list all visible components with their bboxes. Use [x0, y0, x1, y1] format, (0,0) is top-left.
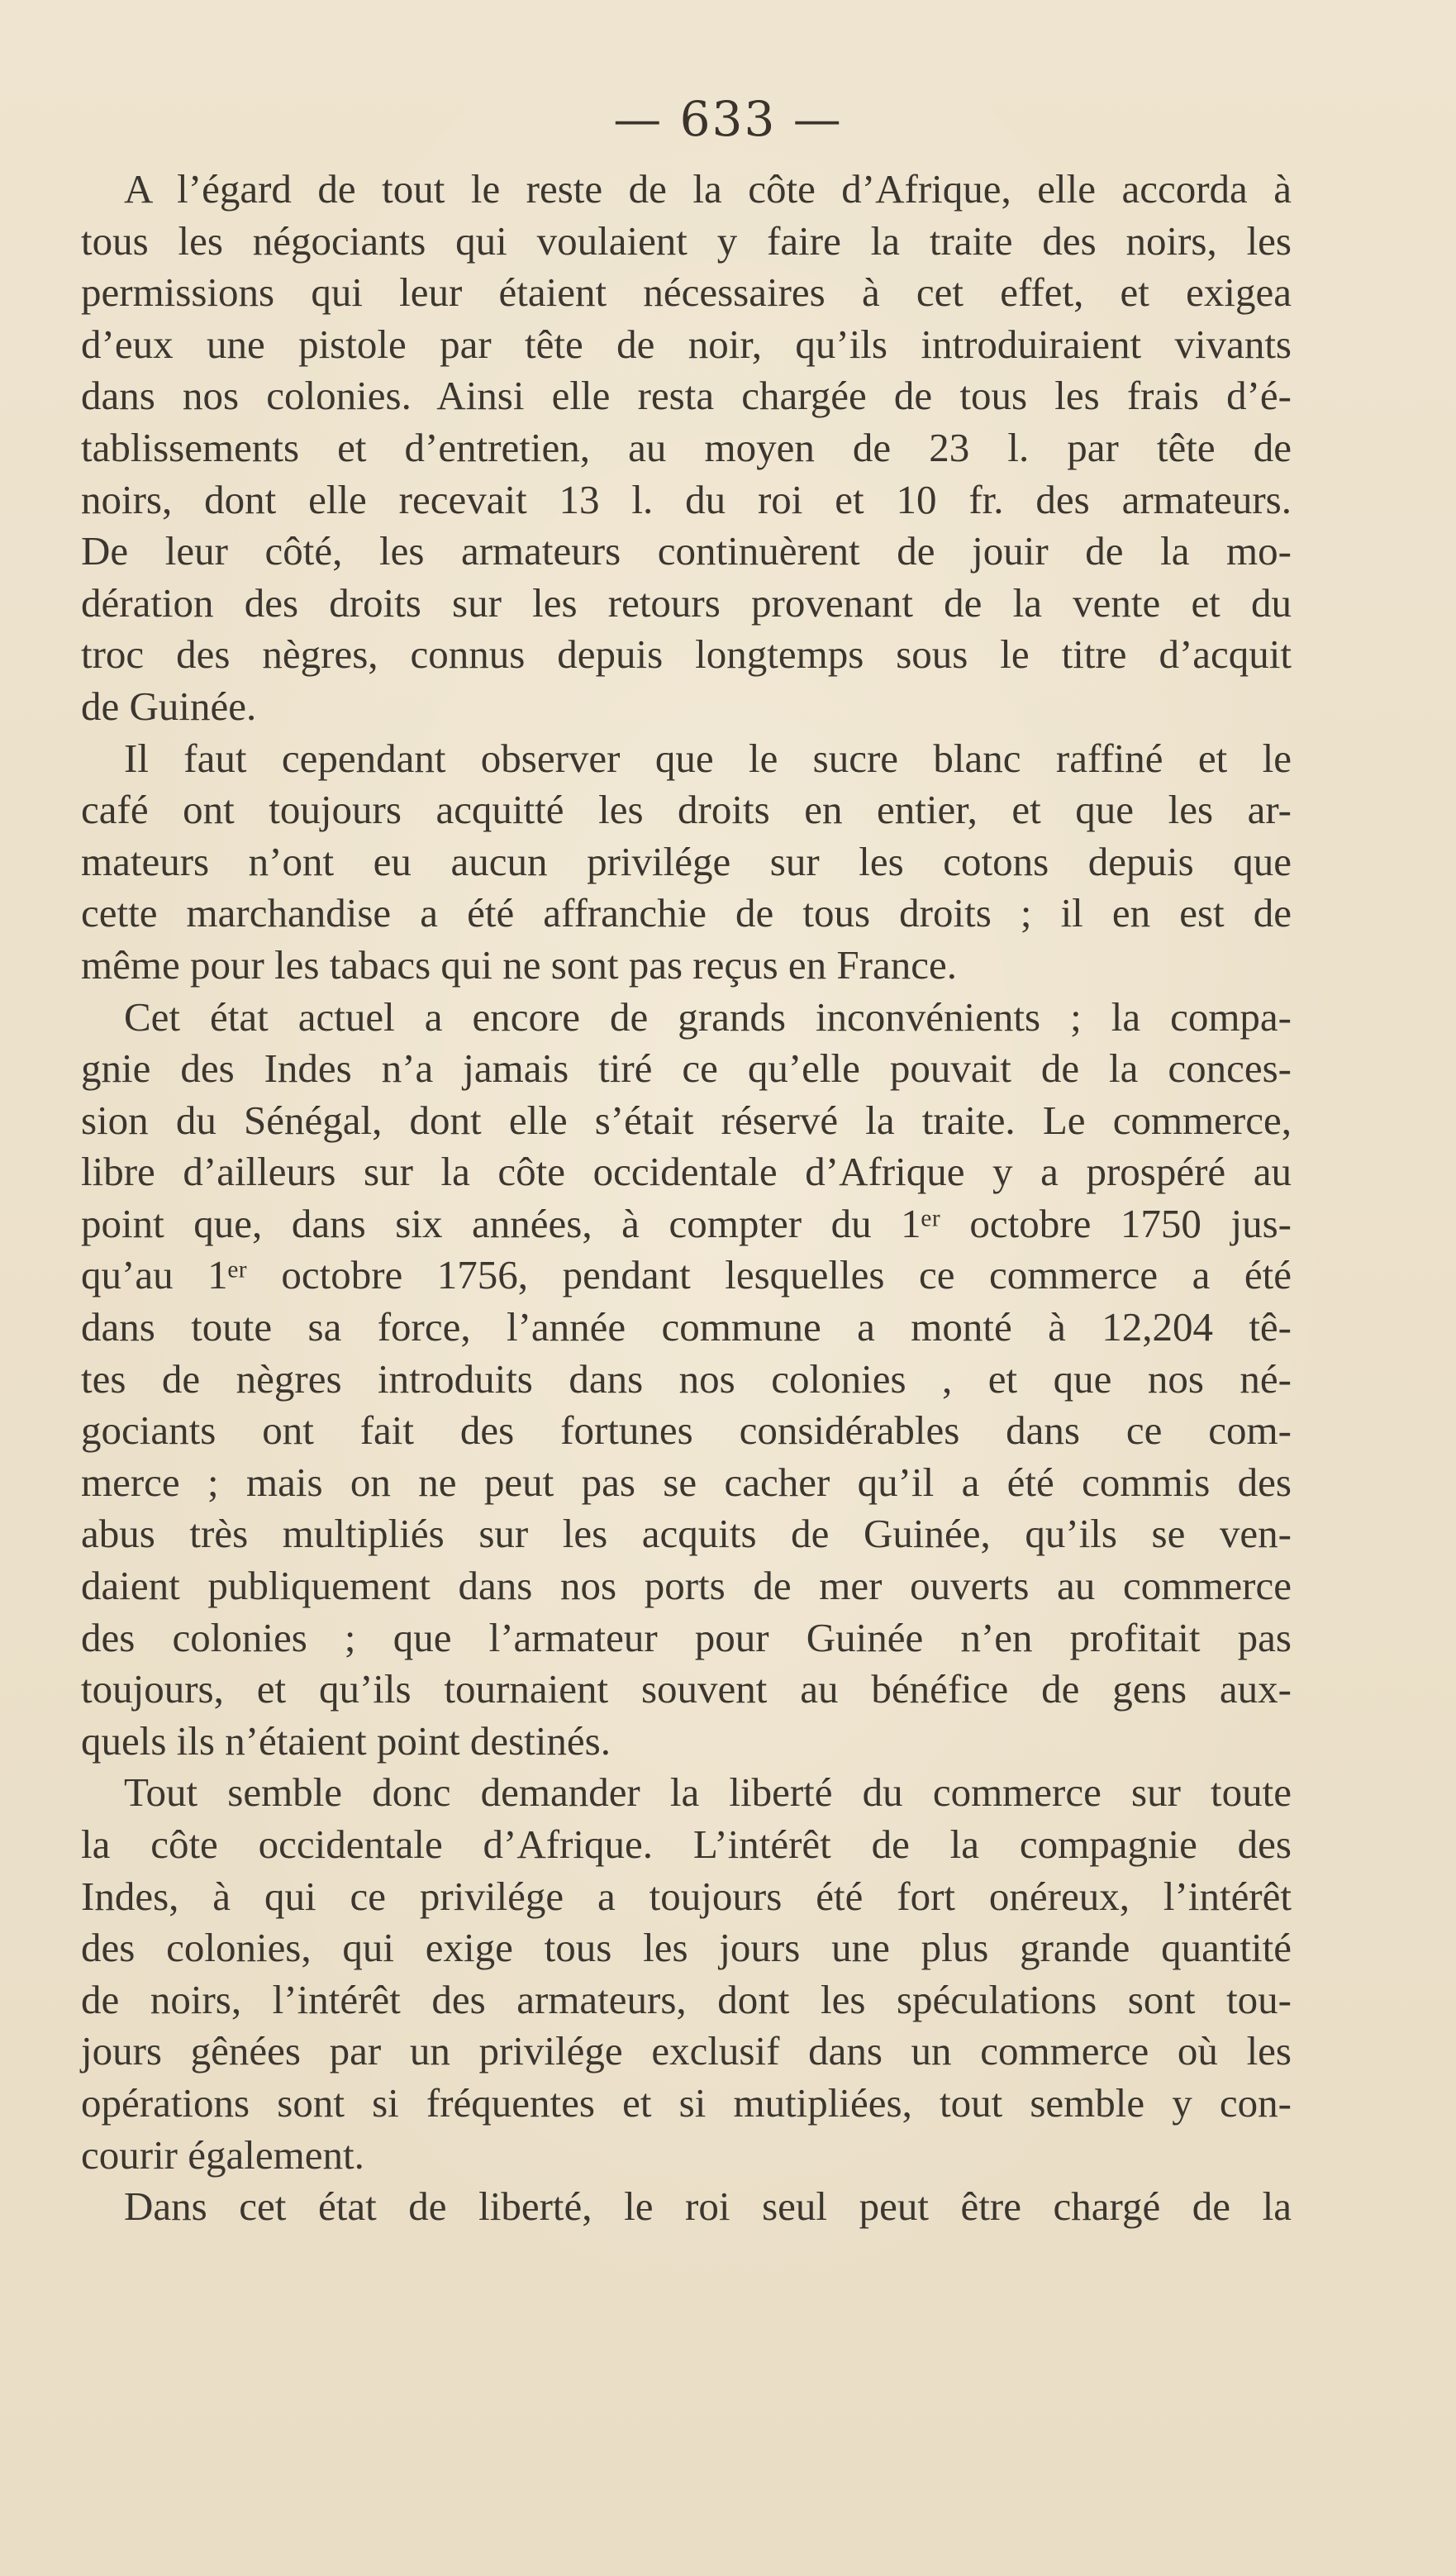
text-line: libre d’ailleurs sur la côte occidentale d’Afrique y a prospéré au — [81, 1149, 1292, 1195]
text-line: permissions qui leur étaient nécessaires à cet effet, et exigea — [81, 269, 1292, 316]
text-line: cette marchandise a été affranchie de tous droits ; il en est de — [81, 890, 1292, 936]
text-line: noirs, dont elle recevait 13 l. du roi et 10 fr. des armateurs. — [81, 476, 1292, 522]
text-line: abus très multipliés sur les acquits de Guinée, qu’ils se ven- — [81, 1511, 1292, 1557]
text-line: Il faut cependant observer que le sucre blanc raffiné et le — [124, 735, 1292, 781]
text-line: quels ils n’étaient point destinés. — [81, 1717, 611, 1764]
text-line: courir également. — [81, 2131, 364, 2178]
text-line: la côte occidentale d’Afrique. L’intérêt de la compagnie des — [81, 1821, 1292, 1867]
text-line: qu’au 1ᵉʳ octobre 1756, pendant lesquelles ce commerce a été — [81, 1252, 1292, 1298]
text-line: De leur côté, les armateurs continuèrent de jouir de la mo- — [81, 528, 1292, 574]
text-line: toujours, et qu’ils tournaient souvent au bénéfice de gens aux- — [81, 1666, 1292, 1712]
text-line: de noirs, l’intérêt des armateurs, dont les spéculations sont tou- — [81, 1976, 1292, 2022]
text-line: mateurs n’ont eu aucun privilége sur les cotons depuis que — [81, 838, 1292, 884]
text-line: tous les négociants qui voulaient y faire la traite des noirs, les — [81, 217, 1292, 264]
text-line: tes de nègres introduits dans nos colonies , et que nos né- — [81, 1355, 1292, 1402]
text-line: dans toute sa force, l’année commune a monté à 12,204 tê- — [81, 1304, 1292, 1350]
text-line: jours gênées par un privilége exclusif dans un commerce où les — [81, 2028, 1292, 2074]
text-line: A l’égard de tout le reste de la côte d’Afrique, elle accorda à — [124, 166, 1292, 212]
text-line: point que, dans six années, à compter du 1ᵉʳ octobre 1750 jus- — [81, 1200, 1292, 1246]
text-line: dération des droits sur les retours provenant de la vente et du — [81, 579, 1292, 626]
text-line: gociants ont fait des fortunes considérables dans ce com- — [81, 1407, 1292, 1454]
text-line: troc des nègres, connus depuis longtemps sous le titre d’acquit — [81, 631, 1292, 678]
text-line: Tout semble donc demander la liberté du commerce sur toute — [124, 1769, 1292, 1816]
text-line: des colonies ; que l’armateur pour Guinée n’en profitait pas — [81, 1614, 1292, 1660]
text-line: même pour les tabacs qui ne sont pas reçus en France. — [81, 941, 957, 988]
text-line: gnie des Indes n’a jamais tiré ce qu’elle pouvait de la conces- — [81, 1045, 1292, 1092]
text-line: dans nos colonies. Ainsi elle resta chargée de tous les frais d’é- — [81, 373, 1292, 419]
text-line: opérations sont si fréquentes et si mutipliées, tout semble y con- — [81, 2079, 1292, 2126]
text-line: Indes, à qui ce privilége a toujours été fort onéreux, l’intérêt — [81, 1873, 1292, 1919]
text-line: des colonies, qui exige tous les jours une plus grande quantité — [81, 1925, 1292, 1971]
text-line: de Guinée. — [81, 683, 257, 729]
body-text — [81, 164, 1292, 2233]
text-line: Cet état actuel a encore de grands inconvénients ; la compa- — [124, 993, 1292, 1040]
text-line: sion du Sénégal, dont elle s’était réservé la traite. Le commerce, — [81, 1097, 1292, 1143]
text-line: daient publiquement dans nos ports de mer ouverts au commerce — [81, 1563, 1292, 1609]
text-line: Dans cet état de liberté, le roi seul peut être chargé de la — [124, 2183, 1292, 2230]
page-number: — 633 — — [613, 91, 843, 147]
text-line: tablissements et d’entretien, au moyen de 23 l. par tête de — [81, 424, 1292, 470]
text-line: merce ; mais on ne peut pas se cacher qu’il a été commis des — [81, 1459, 1292, 1505]
text-line: café ont toujours acquitté les droits en entier, et que les ar- — [81, 787, 1292, 833]
text-line: d’eux une pistole par tête de noir, qu’ils introduiraient vivants — [81, 321, 1292, 367]
